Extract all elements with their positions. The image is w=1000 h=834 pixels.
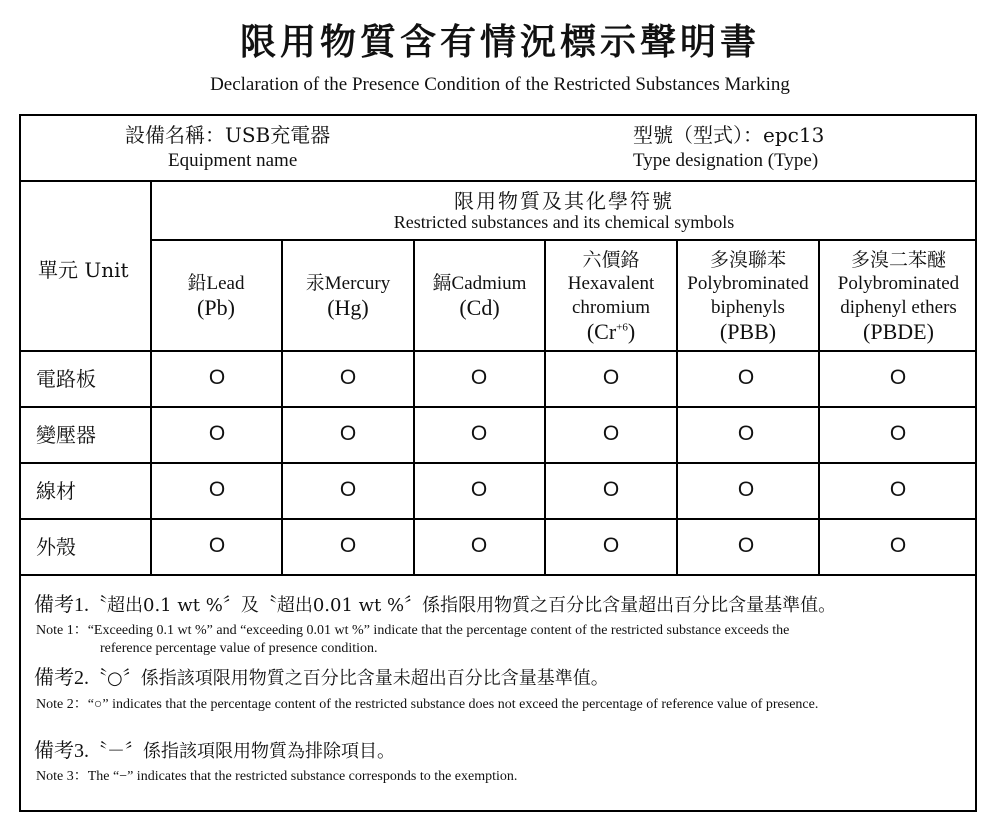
table-cell: O: [602, 422, 620, 445]
remark-1-text: 〝超出0.1 wt %〞及〝超出0.01 wt %〞係指限用物質之百分比含量超出百分比含量基準值。: [89, 595, 837, 616]
column-header-mercury: [283, 241, 413, 350]
table-cell: O: [737, 534, 755, 557]
row-label-circuit-board: 電路板: [36, 367, 96, 391]
divider-row-3: [19, 518, 977, 520]
remark-1-label: 備考1.: [34, 594, 89, 616]
table-cell: O: [602, 478, 620, 501]
table-cell: O: [889, 534, 907, 557]
column-header-pbde-cjk: 多溴二苯醚: [850, 248, 946, 271]
table-cell: O: [737, 478, 755, 501]
note-1-line-1: Note 1：“Exceeding 0.1 wt %” and “exceeding 0.01 wt %” indicate that the percentage content of the restricted substance exceeds the: [36, 623, 790, 638]
document-title: 限用物質含有情況標示聲明書: [239, 21, 760, 63]
table-cell: O: [737, 422, 755, 445]
note-1-line-2: reference percentage value of presence condition.: [100, 641, 378, 656]
table-cell: O: [208, 366, 226, 389]
column-header-lead-name: 鉛Lead: [187, 272, 245, 294]
column-header-pbb-line3: biphenyls: [711, 296, 785, 318]
table-cell: O: [470, 366, 488, 389]
column-header-hexavalent-chromium: [546, 241, 676, 350]
table-cell: O: [602, 366, 620, 389]
column-header-pbb-cjk: 多溴聯苯: [709, 248, 786, 271]
remark-1: [34, 593, 836, 618]
document-subtitle: Declaration of the Presence Condition of the Restricted Substances Marking: [210, 74, 790, 95]
remark-2-text: 〝○〞係指該項限用物質之百分比含量未超出百分比含量基準值。: [89, 668, 609, 689]
table-cell: O: [208, 478, 226, 501]
remark-2: [34, 666, 609, 691]
column-header-cadmium: [415, 241, 544, 350]
table-cell: O: [470, 478, 488, 501]
table-cell: O: [208, 422, 226, 445]
divider-header-bottom: [19, 350, 977, 352]
note-2-line-1: Note 2：“○” indicates that the percentage content of the restricted substance does not exceed the percentage of reference value of presence.: [36, 697, 819, 712]
remark-3-text: 〝－〞係指該項限用物質為排除項目。: [89, 741, 395, 762]
divider-table-bottom: [19, 574, 977, 576]
table-cell: O: [889, 366, 907, 389]
column-header-chromium-cjk: 六價鉻: [582, 248, 640, 271]
divider-unit-column: [150, 180, 152, 576]
type-designation-label: 型號（型式）：epc13: [633, 123, 825, 147]
column-header-mercury-name: 汞Mercury: [305, 272, 391, 294]
column-header-pbb-symbol: (PBB): [719, 318, 777, 344]
remark-2-label: 備考2.: [34, 667, 89, 689]
remark-3-label: 備考3.: [34, 740, 89, 762]
column-header-pbde-symbol: (PBDE): [863, 318, 934, 344]
row-label-wire: 線材: [36, 479, 76, 503]
table-cell: O: [889, 422, 907, 445]
divider-equipment: [19, 180, 977, 182]
column-header-cadmium-name: 鎘Cadmium: [432, 272, 527, 294]
table-cell: O: [470, 422, 488, 445]
column-header-cadmium-symbol: (Cd): [459, 294, 500, 320]
column-header-mercury-symbol: (Hg): [327, 294, 369, 320]
column-header-chromium-line3: chromium: [571, 296, 651, 318]
column-header-pbde-line2: Polybrominated: [837, 272, 960, 294]
column-header-pbb: [678, 241, 818, 350]
unit-column-header: 單元 Unit: [38, 258, 129, 282]
note-3-line-1: Note 3：The “−” indicates that the restricted substance corresponds to the exemption.: [36, 769, 518, 784]
divider-row-1: [19, 406, 977, 408]
row-label-housing: 外殼: [36, 535, 76, 559]
divider-row-2: [19, 462, 977, 464]
remark-3: [34, 739, 395, 764]
column-header-chromium-symbol: $(Cr^{+6})$: [586, 318, 636, 344]
column-header-lead: [151, 241, 281, 350]
table-cell: O: [470, 534, 488, 557]
table-cell: O: [339, 478, 357, 501]
substances-group-header: 限用物質及其化學符號: [454, 189, 674, 213]
table-cell: O: [602, 534, 620, 557]
column-header-pbde-line3: diphenyl ethers: [840, 296, 957, 318]
type-designation-label-en: Type designation (Type): [633, 150, 819, 171]
table-cell: O: [339, 366, 357, 389]
table-cell: O: [339, 422, 357, 445]
equipment-name-label: 設備名稱：USB充電器: [125, 123, 331, 147]
equipment-name-label-en: Equipment name: [168, 150, 298, 171]
table-cell: O: [889, 478, 907, 501]
table-cell: O: [737, 366, 755, 389]
substances-group-header-en: Restricted substances and its chemical symbols: [393, 212, 735, 232]
column-header-lead-symbol: (Pb): [197, 294, 235, 320]
table-cell: O: [339, 534, 357, 557]
column-header-pbb-line2: Polybrominated: [687, 272, 809, 294]
column-header-chromium-line2: Hexavalent: [567, 272, 655, 294]
column-header-pbde: [820, 241, 977, 350]
row-label-transformer: 變壓器: [36, 423, 96, 447]
table-cell: O: [208, 534, 226, 557]
